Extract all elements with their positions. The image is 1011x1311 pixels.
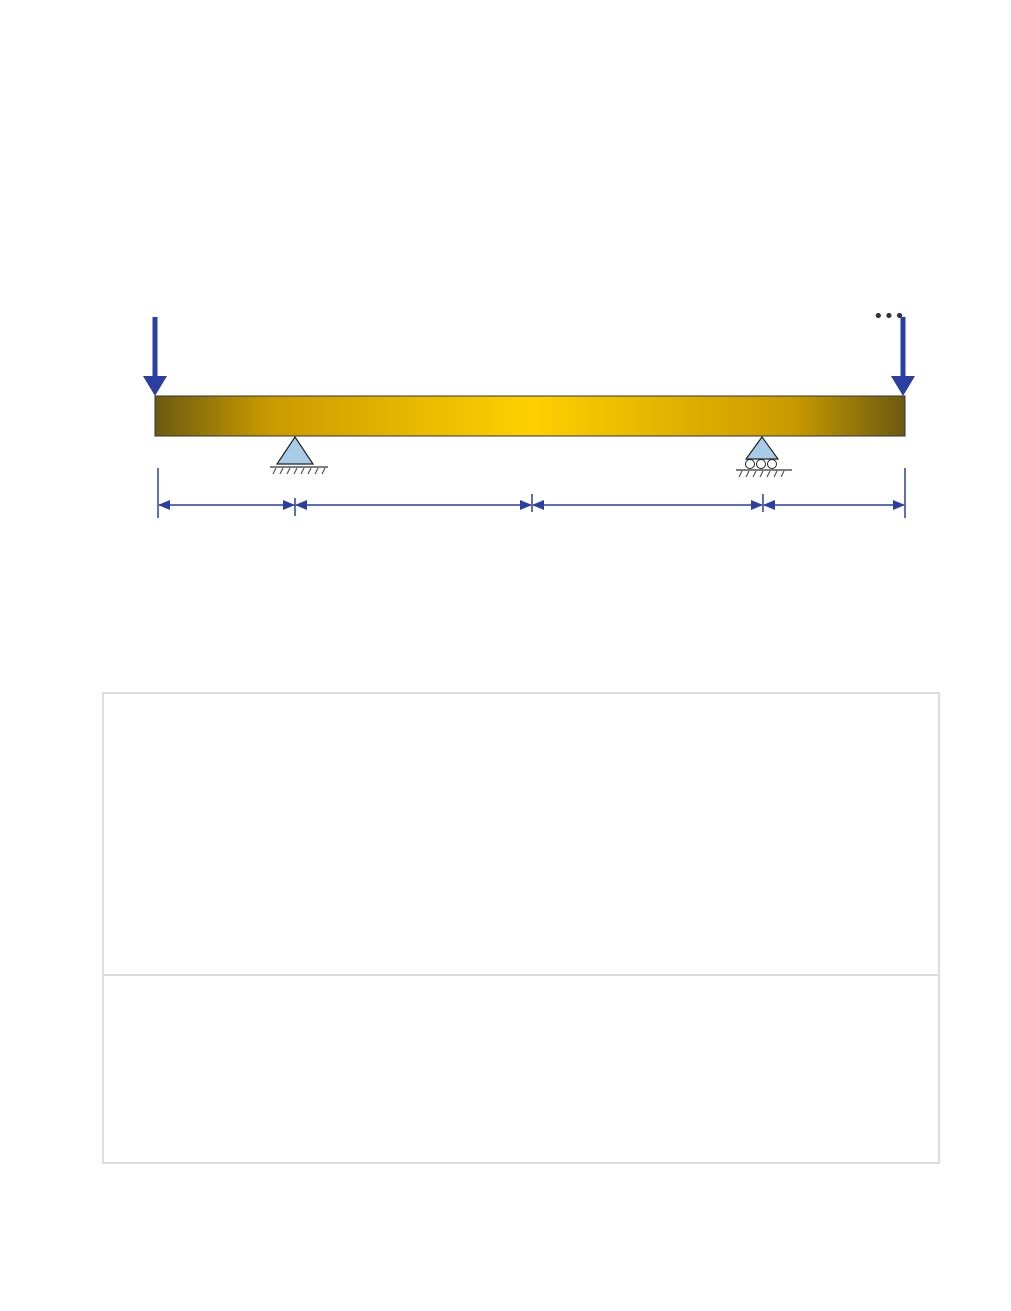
parameter-table [102,692,940,1164]
beam [155,396,905,436]
beam-diagram [100,272,930,552]
table-caption [103,602,112,635]
value-label-cell [103,975,939,1163]
support-d-roller [736,437,792,477]
load-q-arrowhead [891,376,915,396]
support-b-pin [270,437,328,474]
table-row [103,693,939,975]
load-p-arrowhead [143,376,167,396]
table-row [103,975,939,1163]
load-q-dots: ••• [873,306,905,327]
dimension-lines [158,468,905,518]
header-cell [103,693,939,975]
